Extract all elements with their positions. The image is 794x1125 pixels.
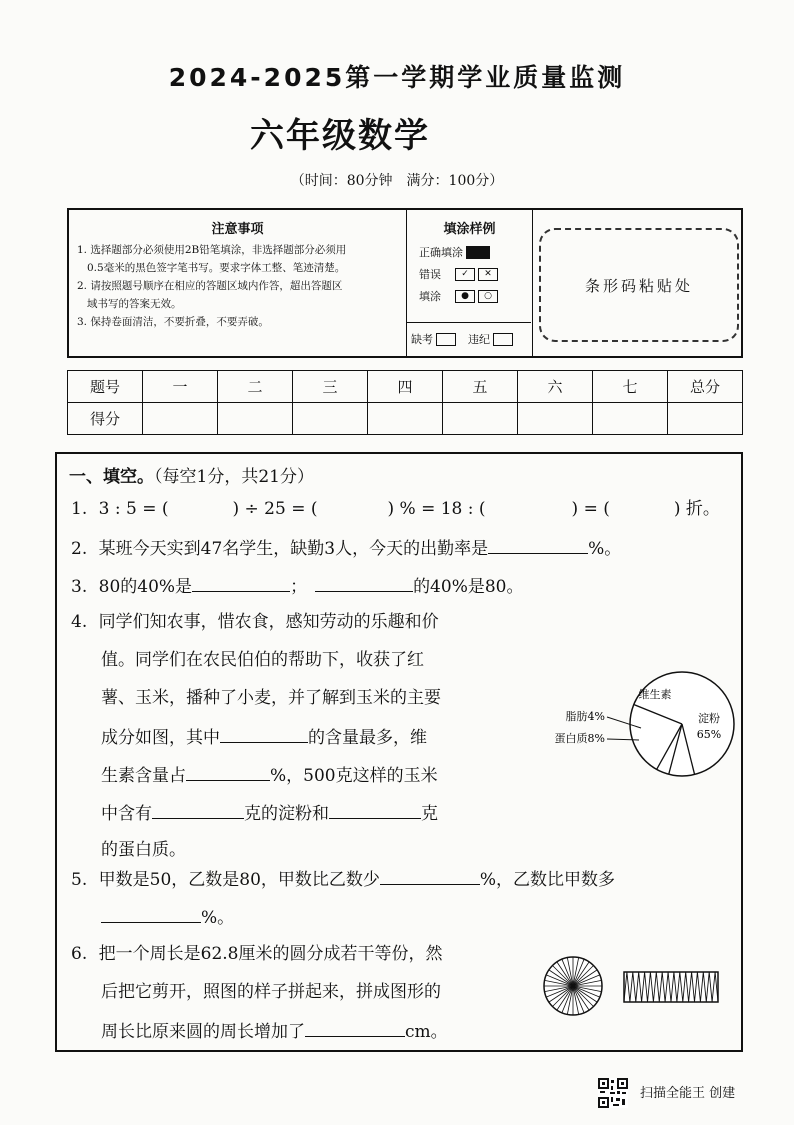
rearranged-strip-figure [623, 970, 719, 1006]
correct-fill-mark [466, 246, 490, 259]
score-cell[interactable] [518, 403, 593, 435]
q3-text-a: 80的40%是 [98, 577, 193, 597]
notice-box [67, 208, 743, 358]
divided-circle-figure [541, 954, 605, 1018]
q4-text: 克 [421, 804, 438, 824]
q1-text-c: ) % = 18 : ( [387, 499, 486, 519]
q3-text-b: ； [290, 577, 308, 597]
question-number: 1. [71, 499, 88, 519]
q4-line-4 [101, 726, 427, 748]
q4-text: %，500克这样的玉米 [270, 766, 438, 786]
score-cell[interactable] [593, 403, 668, 435]
correct-fill-label: 正确填涂 [419, 246, 463, 259]
q4-text: 的含量最多，维 [308, 728, 427, 748]
violation-label: 违纪 [468, 333, 490, 346]
pie-label-protein: 蛋白质8% [554, 732, 605, 745]
q4-text-line: 值。同学们在农民伯伯的帮助下，收获了红 [101, 650, 424, 670]
question-6-line-1 [71, 944, 443, 964]
exam-info: （时间：80分钟 满分：100分） [290, 173, 504, 189]
absent-label: 缺考 [411, 333, 433, 346]
question-number: 2. [71, 539, 88, 559]
q5-line-2 [101, 906, 234, 928]
corn-composition-pie-chart [537, 664, 737, 784]
section-fill-in [55, 452, 743, 1052]
q4-answer-blank-2[interactable] [186, 764, 270, 781]
q4-text: 中含有 [101, 804, 152, 824]
q4-answer-blank-3[interactable] [152, 802, 244, 819]
q3-answer-blank-2[interactable] [315, 575, 413, 592]
exam-title: 2024-2025第一学期学业质量监测 [168, 63, 626, 92]
q4-line-6 [101, 802, 438, 824]
notice-column [69, 210, 407, 356]
q4-text-line: 同学们知农事，惜农食，感知劳动的乐趣和价 [98, 612, 439, 632]
wrong-fill-label-2: 填涂 [419, 290, 441, 303]
notice-item: 0.5毫米的黑色签字笔书写。要求字体工整、笔迹清楚。 [87, 262, 346, 274]
question-3 [71, 575, 523, 597]
notice-item: 2. 请按照题号顺序在相应的答题区域内作答，超出答题区 [77, 280, 343, 292]
q6-line-3 [101, 1020, 448, 1042]
score-header: 三 [293, 371, 368, 403]
pie-label-starch: 淀粉 [698, 712, 720, 725]
score-header: 七 [593, 371, 668, 403]
check-mark-icon: ✓ [455, 268, 475, 281]
cross-mark-icon: ✕ [478, 268, 498, 281]
notice-item: 域书写的答案无效。 [87, 298, 182, 310]
q6-text: cm。 [405, 1022, 448, 1042]
barcode-label: 条形码粘贴处 [584, 276, 693, 295]
filled-dot-icon: ● [455, 290, 475, 303]
question-4-line-1 [71, 612, 439, 632]
q2-text-b: %。 [588, 539, 622, 559]
question-2 [71, 537, 621, 559]
question-number: 5. [71, 870, 88, 890]
q1-text-e: ) 折。 [673, 499, 720, 519]
notice-item: 1. 选择题部分必须使用2B铅笔填涂，非选择题部分必须用 [77, 244, 347, 256]
q2-text-a: 某班今天实到47名学生，缺勤3人，今天的出勤率是 [98, 539, 489, 559]
score-header: 总分 [668, 371, 743, 403]
score-cell[interactable] [143, 403, 218, 435]
q6-text-line: 后把它剪开，照图的样子拼起来，拼成图形的 [101, 982, 441, 1002]
section-title-text: 一、填空。 [69, 467, 154, 487]
q5-answer-blank-1[interactable] [380, 868, 480, 885]
q2-answer-blank[interactable] [488, 537, 588, 554]
q5-answer-blank-2[interactable] [101, 906, 201, 923]
barcode-area [539, 228, 739, 342]
q5-text-c: %。 [201, 908, 235, 928]
q4-text-line: 薯、玉米，播种了小麦，并了解到玉米的主要 [101, 688, 441, 708]
q4-text: 克的淀粉和 [244, 804, 329, 824]
pie-label-starch-value: 65% [696, 728, 722, 741]
q1-text-a: 3 : 5 = ( [98, 499, 169, 519]
score-header: 二 [218, 371, 293, 403]
scanner-watermark: 扫描全能王 创建 [640, 1086, 736, 1101]
q4-text: 生素含量占 [101, 766, 186, 786]
q4-line-5 [101, 764, 438, 786]
q5-text-b: %，乙数比甲数多 [479, 870, 616, 890]
fill-sample-column [407, 210, 533, 356]
section-score-note: （每空1分，共21分） [154, 467, 314, 487]
question-number: 4. [71, 612, 88, 632]
q4-answer-blank-1[interactable] [220, 726, 308, 743]
score-cell[interactable] [368, 403, 443, 435]
q4-text-line: 的蛋白质。 [101, 840, 186, 860]
score-cell[interactable] [218, 403, 293, 435]
score-row-label: 得分 [68, 403, 143, 435]
q6-text-line: 把一个周长是62.8厘米的圆分成若干等份，然 [98, 944, 443, 964]
qr-code-icon [598, 1078, 628, 1108]
q5-text-a: 甲数是50，乙数是80，甲数比乙数少 [98, 870, 380, 890]
score-table [67, 370, 743, 435]
q3-answer-blank-1[interactable] [192, 575, 290, 592]
pie-label-fat: 脂肪4% [565, 710, 605, 723]
score-header: 题号 [68, 371, 143, 403]
score-header: 一 [143, 371, 218, 403]
score-cell[interactable] [293, 403, 368, 435]
score-header: 六 [518, 371, 593, 403]
section-title [69, 462, 314, 487]
absent-checkbox[interactable] [436, 333, 456, 346]
score-header: 五 [443, 371, 518, 403]
hollow-dot-icon: ○ [478, 290, 498, 303]
pie-label-vitamin: 维生素 [638, 688, 672, 701]
question-number: 3. [71, 577, 88, 597]
q3-text-c: 的40%是80。 [413, 577, 524, 597]
question-1 [71, 499, 720, 519]
q4-answer-blank-4[interactable] [329, 802, 421, 819]
q6-answer-blank[interactable] [305, 1020, 405, 1037]
score-cell[interactable] [668, 403, 743, 435]
score-cell[interactable] [443, 403, 518, 435]
fill-sample-heading: 填涂样例 [443, 222, 496, 237]
score-header: 四 [368, 371, 443, 403]
violation-checkbox[interactable] [493, 333, 513, 346]
q1-text-d: ) = ( [571, 499, 610, 519]
subject-title: 六年级数学 [250, 116, 430, 156]
q1-text-b: ) ÷ 25 = ( [232, 499, 318, 519]
q4-text: 成分如图，其中 [101, 728, 220, 748]
question-5 [71, 868, 615, 890]
question-number: 6. [71, 944, 88, 964]
notice-item: 3. 保持卷面清洁，不要折叠，不要弄破。 [77, 316, 269, 328]
q6-text: 周长比原来圆的周长增加了 [101, 1022, 305, 1042]
wrong-fill-label: 错误 [419, 268, 441, 281]
notice-heading: 注意事项 [211, 222, 264, 237]
